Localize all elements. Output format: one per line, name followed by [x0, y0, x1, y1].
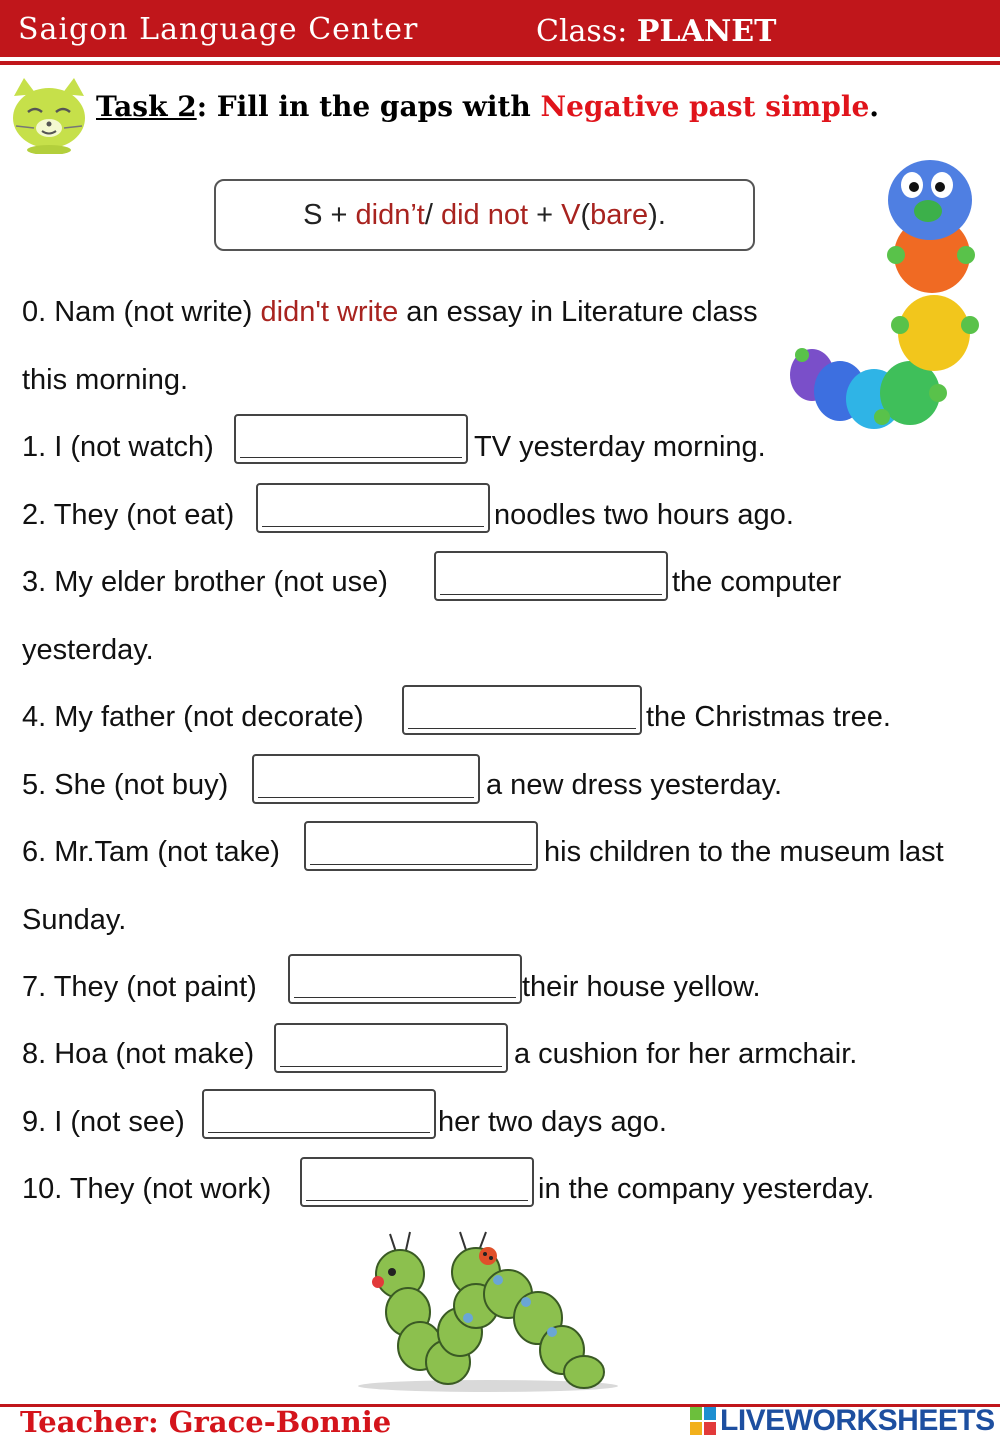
answer-field-3[interactable]	[434, 551, 668, 601]
cat-face-icon	[6, 76, 92, 154]
formula-plus: +	[528, 198, 562, 231]
item-9-rest: her two days ago.	[438, 1106, 667, 1138]
formula-bare: bare	[590, 198, 649, 231]
formula-didnt: didn’t	[355, 198, 425, 231]
example-continued: this morning.	[22, 364, 189, 396]
task-instruction: : Fill in the gaps with	[196, 90, 541, 123]
item-7-prompt: 7. They (not paint)	[22, 971, 257, 1003]
formula-open: (	[580, 198, 591, 231]
answer-field-5[interactable]	[252, 754, 480, 804]
center-name: Saigon Language Center	[18, 12, 419, 47]
item-1-prompt: 1. I (not watch)	[22, 431, 214, 463]
example-answer: didn't write	[260, 296, 399, 328]
answer-field-9[interactable]	[202, 1089, 436, 1139]
item-7-rest: their house yellow.	[522, 971, 761, 1003]
item-3-rest: the computer	[672, 566, 842, 598]
formula-box	[214, 179, 755, 251]
class-label-text: Class:	[536, 14, 628, 49]
answer-field-7[interactable]	[288, 954, 522, 1004]
answer-field-1[interactable]	[234, 414, 468, 464]
task-highlight: Negative past simple	[540, 90, 870, 123]
green-caterpillars-icon	[348, 1222, 624, 1394]
formula-v: V	[561, 198, 581, 231]
item-8-prompt: 8. Hoa (not make)	[22, 1038, 255, 1070]
item-9-prompt: 9. I (not see)	[22, 1106, 185, 1138]
formula-slash: /	[424, 198, 441, 231]
answer-field-2[interactable]	[256, 483, 490, 533]
formula-s: S +	[303, 198, 356, 231]
task-heading	[96, 90, 879, 123]
answer-field-4[interactable]	[402, 685, 642, 735]
example-before: 0. Nam (not write)	[22, 296, 261, 328]
item-4-prompt: 4. My father (not decorate)	[22, 701, 364, 733]
item-5-rest: a new dress yesterday.	[486, 769, 783, 801]
task-number: Task 2	[96, 90, 197, 123]
header-underline	[0, 61, 1000, 65]
item-2-prompt: 2. They (not eat)	[22, 499, 235, 531]
item-6-rest: his children to the museum last	[544, 836, 944, 868]
rainbow-caterpillar-icon	[782, 155, 982, 435]
answer-field-8[interactable]	[274, 1023, 508, 1073]
example-line	[22, 296, 758, 329]
item-1-rest: TV yesterday morning.	[474, 431, 766, 463]
item-3-prompt: 3. My elder brother (not use)	[22, 566, 388, 598]
formula-didnot: did not	[440, 198, 529, 231]
item-2-rest: noodles two hours ago.	[494, 499, 794, 531]
item-8-rest: a cushion for her armchair.	[514, 1038, 858, 1070]
item-3-continued: yesterday.	[22, 634, 154, 666]
liveworksheets-brand: LIVEWORKSHEETS	[720, 1404, 995, 1437]
item-10-prompt: 10. They (not work)	[22, 1173, 272, 1205]
item-10-rest: in the company yesterday.	[538, 1173, 875, 1205]
task-end: .	[869, 90, 880, 123]
teacher-name: Teacher: Grace-Bonnie	[20, 1405, 392, 1439]
item-6-continued: Sunday.	[22, 904, 127, 936]
item-5-prompt: 5. She (not buy)	[22, 769, 229, 801]
item-6-prompt: 6. Mr.Tam (not take)	[22, 836, 280, 868]
liveworksheets-logo-icon	[690, 1407, 716, 1435]
example-after: an essay in Literature class	[398, 296, 758, 328]
class-label	[536, 14, 776, 49]
item-4-rest: the Christmas tree.	[646, 701, 891, 733]
class-value: PLANET	[636, 14, 777, 49]
formula-close: ).	[648, 198, 666, 231]
liveworksheets-logo[interactable]	[690, 1404, 995, 1438]
answer-field-10[interactable]	[300, 1157, 534, 1207]
answer-field-6[interactable]	[304, 821, 538, 871]
